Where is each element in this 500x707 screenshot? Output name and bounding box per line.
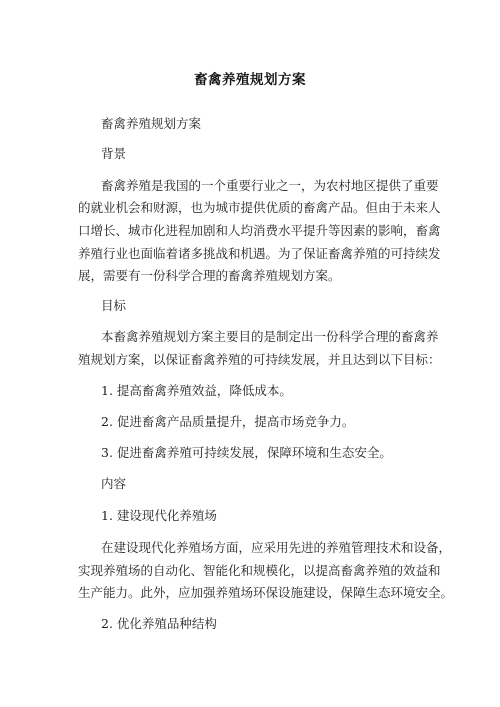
section-heading: 1. 建设现代化养殖场: [101, 508, 217, 523]
goals-intro-line: 本畜禽养殖规划方案主要目的是制定出一份科学合理的畜禽养: [101, 329, 439, 344]
background-line: 展，需要有一份科学合理的畜禽养殖规划方案。: [78, 268, 341, 283]
heading-goals: 目标: [101, 298, 127, 313]
goal-item: 1. 提高畜禽养殖效益，降低成本。: [101, 383, 292, 398]
goal-item: 3. 促进畜禽养殖可持续发展，保障环境和生态安全。: [101, 445, 392, 460]
section-body-line: 在建设现代化养殖场方面，应采用先进的养殖管理技术和设备，: [101, 540, 452, 555]
background-line: 养殖行业也面临着诸多挑战和机遇。为了保证畜禽养殖的可持续发: [78, 246, 441, 261]
background-line: 畜禽养殖是我国的一个重要行业之一，为农村地区提供了重要: [101, 178, 439, 193]
goal-item: 2. 促进畜禽产品质量提升，提高市场竞争力。: [101, 414, 355, 429]
section-body-line: 生产能力。此外，应加强养殖场环保设施建设，保障生态环境安全。: [78, 585, 454, 600]
background-line: 的就业机会和财源，也为城市提供优质的畜禽产品。但由于未来人: [78, 200, 441, 215]
section-heading: 2. 优化养殖品种结构: [101, 616, 217, 631]
document-title: 畜禽养殖规划方案: [194, 72, 306, 88]
section-body-line: 实现养殖场的自动化、智能化和规模化，以提高畜禽养殖的效益和: [78, 563, 441, 578]
goals-intro-line: 殖规划方案，以保证畜禽养殖的可持续发展，并且达到以下目标：: [78, 352, 441, 367]
document-subtitle: 畜禽养殖规划方案: [101, 116, 202, 131]
background-line: 口增长、城市化进程加剧和人均消费水平提升等因素的影响，畜禽: [78, 223, 441, 238]
heading-background: 背景: [101, 146, 127, 161]
heading-content: 内容: [101, 476, 127, 491]
